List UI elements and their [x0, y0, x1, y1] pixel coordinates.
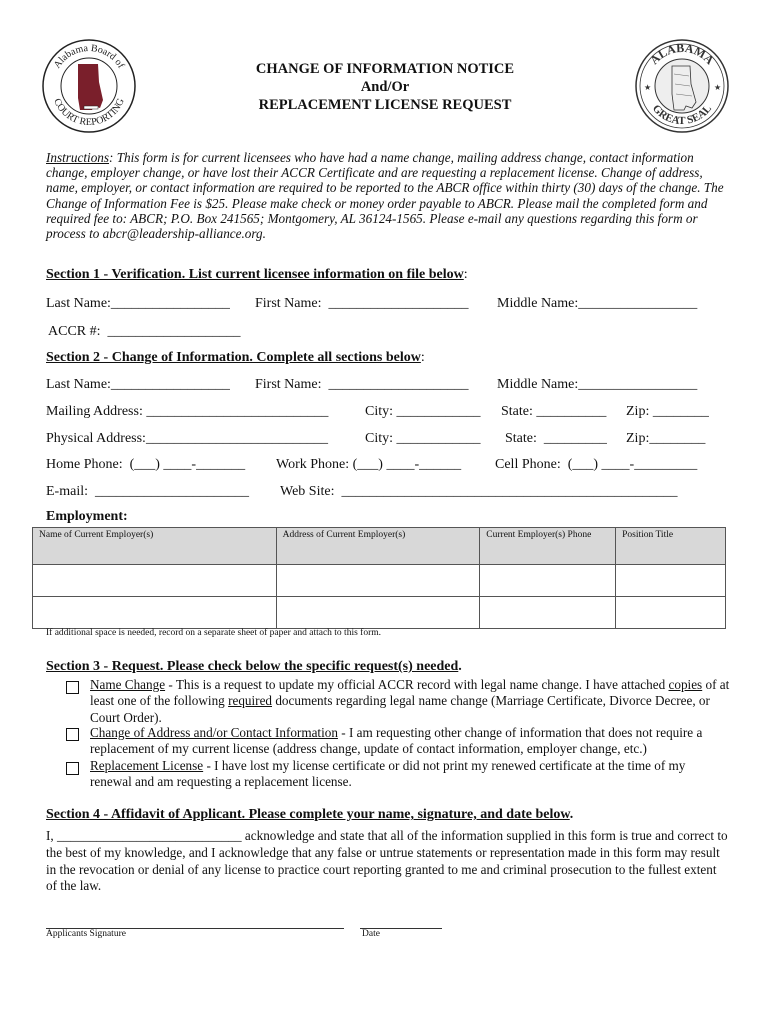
employment-table [32, 527, 726, 629]
table-cell[interactable] [616, 597, 726, 629]
svg-text:Alabama Board of: Alabama Board of [51, 42, 127, 71]
address-change-checkbox[interactable] [66, 728, 79, 741]
table-cell[interactable] [276, 597, 480, 629]
svg-text:★: ★ [714, 83, 722, 92]
s2-middle-name-field[interactable]: Middle Name:_________________ [497, 377, 698, 392]
s2-first-name-field[interactable]: First Name: ____________________ [255, 377, 469, 392]
table-row [33, 597, 726, 629]
email-field[interactable]: E-mail: ______________________ [46, 484, 249, 499]
instructions-label: Instructions [46, 150, 110, 165]
affidavit-text: I, ____________________________ acknowledge and state that all of the information supplied in this form is true and correct to the best of my knowledge, and I acknowledge that any false or untrue statements or representation made in this form may result in the revocation or denial of any license to practice court reporting granted to me and criminal prosecution to the fullest extent of the law. [46, 828, 728, 894]
cell-phone-field[interactable]: Cell Phone: (___) ____-_________ [495, 457, 698, 472]
website-field[interactable]: Web Site: ________________________________________________ [280, 484, 678, 499]
table-cell[interactable] [616, 565, 726, 597]
col-employer-phone: Current Employer(s) Phone [480, 528, 616, 565]
mailing-state-field[interactable]: State: __________ [501, 404, 607, 419]
name-change-checkbox[interactable] [66, 681, 79, 694]
additional-space-note: If additional space is needed, record on a separate sheet of paper and attach to this form. [46, 628, 382, 638]
title-line-2: And/Or [360, 79, 410, 95]
address-change-option: Change of Address and/or Contact Information - I am requesting other change of information that does not require a replacement of my current license (address change, update of contact information, employer change, etc.) [90, 725, 703, 757]
table-cell[interactable] [33, 597, 277, 629]
physical-city-field[interactable]: City: ____________ [365, 431, 481, 446]
col-employer-address: Address of Current Employer(s) [276, 528, 480, 565]
svg-text:ALABAMA: ALABAMA [647, 40, 717, 68]
replacement-license-option: Replacement License - I have lost my license certificate or did not print my renewed certificate at the time of my renewal and am requesting a replacement license. [90, 758, 686, 790]
mailing-city-field[interactable]: City: ____________ [365, 404, 481, 419]
signature-label: Applicants Signature [46, 929, 126, 939]
section-4-heading: Section 4 - Affidavit of Applicant. Please complete your name, signature, and date below. [46, 807, 574, 822]
physical-address-field[interactable]: Physical Address:__________________________ [46, 431, 328, 446]
title-line-3: REPLACEMENT LICENSE REQUEST [258, 97, 512, 113]
date-label: Date [362, 929, 380, 939]
form-title [0, 60, 770, 114]
mailing-zip-field[interactable]: Zip: ________ [626, 404, 709, 419]
s1-accr-field[interactable]: ACCR #: ___________________ [48, 324, 241, 339]
home-phone-field[interactable]: Home Phone: (___) ____-_______ [46, 457, 246, 472]
replacement-license-checkbox[interactable] [66, 762, 79, 775]
table-cell[interactable] [276, 565, 480, 597]
s1-middle-name-field[interactable]: Middle Name:_________________ [497, 296, 698, 311]
svg-text:★: ★ [644, 83, 652, 92]
physical-zip-field[interactable]: Zip:________ [626, 431, 706, 446]
s1-first-name-field[interactable]: First Name: ____________________ [255, 296, 469, 311]
employment-label: Employment: [46, 509, 128, 524]
table-cell[interactable] [33, 565, 277, 597]
section-1-heading: Section 1 - Verification. List current licensee information on file below: [46, 267, 468, 282]
s2-last-name-field[interactable]: Last Name:_________________ [46, 377, 230, 392]
instructions-paragraph [46, 150, 726, 241]
svg-text:GREAT SEAL: GREAT SEAL [649, 102, 715, 128]
s1-last-name-field[interactable]: Last Name:_________________ [46, 296, 230, 311]
title-line-1: CHANGE OF INFORMATION NOTICE [255, 61, 515, 77]
name-change-option: Name Change - This is a request to update my official ACCR record with legal name change. I have attached copies of at least one of the following required documents regarding legal name change (Marriage Certificate, Divorce Decree, or Court Order). [90, 677, 730, 725]
physical-state-field[interactable]: State: _________ [505, 431, 607, 446]
table-cell[interactable] [480, 565, 616, 597]
instructions-text: : This form is for current licensees who have had a name change, mailing address change, contact information change, employer change, or have lost their ACCR Certificate and are requesting a replacement license. Change of address, name, employer, or contact information are required to be reported to the ABCR office within thirty (30) days of the change. The Change of Information Fee is $25. Please make check or money order payable to ABCR. Please mail the completed form and required fee to: ABCR; P.O. Box 241565; Montgomery, AL 36124-1565. Please e-mail any questions regarding this form or process to abcr@leadership-alliance.org. [46, 150, 724, 242]
svg-text:COURT REPORTING: COURT REPORTING [51, 96, 127, 129]
col-employer-name: Name of Current Employer(s) [33, 528, 277, 565]
mailing-address-field[interactable]: Mailing Address: __________________________ [46, 404, 329, 419]
table-row [33, 565, 726, 597]
employment-header-row [33, 528, 726, 565]
section-2-heading: Section 2 - Change of Information. Complete all sections below: [46, 350, 425, 365]
table-cell[interactable] [480, 597, 616, 629]
col-position-title: Position Title [616, 528, 726, 565]
work-phone-field[interactable]: Work Phone: (___) ____-______ [276, 457, 462, 472]
section-3-heading: Section 3 - Request. Please check below the specific request(s) needed. [46, 659, 462, 674]
